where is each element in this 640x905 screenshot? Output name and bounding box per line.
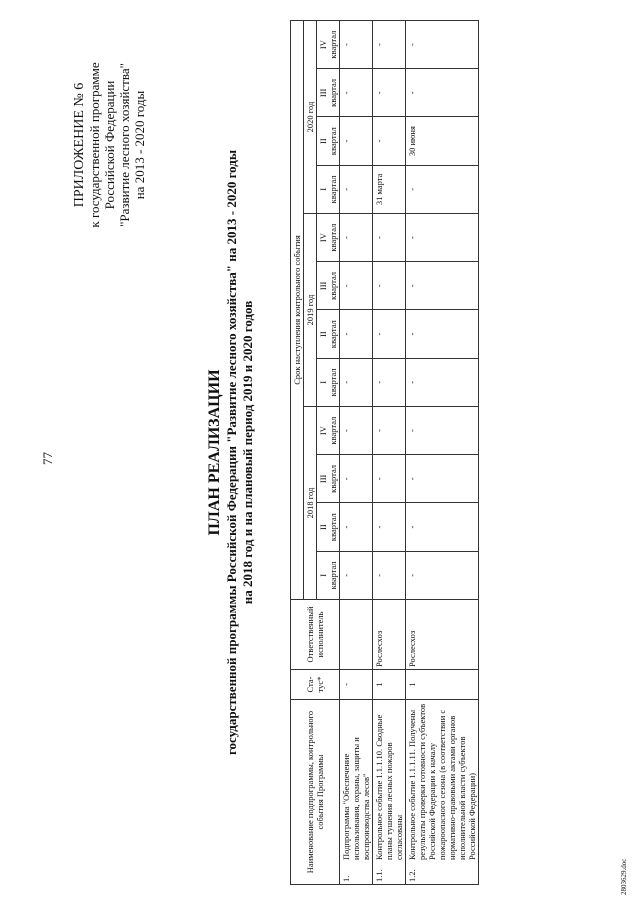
quarter-word: квартал: [328, 127, 338, 156]
row-name: Подпрограмма "Обеспечение использования, охраны, защиты и воспроизводства лесов": [341, 737, 371, 860]
deadline-cell: -: [406, 69, 479, 117]
deadline-cell: -: [373, 503, 406, 551]
deadline-cell: -: [406, 407, 479, 455]
quarter-number: II: [318, 524, 328, 530]
deadline-cell: -: [340, 551, 373, 599]
quarter-number: III: [318, 474, 328, 484]
deadline-cell: -: [340, 69, 373, 117]
title-line-1: ПЛАН РЕАЛИЗАЦИИ: [206, 369, 223, 536]
quarter-header-3-4: [317, 21, 340, 69]
header-responsible: Ответственный исполнитель: [291, 600, 340, 670]
table-row: [373, 21, 406, 885]
row-responsible: Рослесхоз: [373, 600, 406, 670]
deadline-cell: -: [373, 310, 406, 358]
deadline-cell: -: [406, 262, 479, 310]
deadline-cell: -: [340, 455, 373, 503]
quarter-word: квартал: [328, 223, 338, 252]
row-number: 1.2.: [407, 869, 417, 882]
row-name: Контрольное событие 1.1.1.10. Сводные планы тушения лесных пожаров согласованы: [374, 714, 404, 860]
header-deadline: Срок наступления контрольного события: [291, 21, 304, 600]
deadline-cell: -: [373, 262, 406, 310]
row-number: 1.1.: [374, 869, 384, 882]
deadline-cell: -: [373, 117, 406, 165]
quarter-number: II: [318, 138, 328, 144]
row-name-cell: [340, 700, 373, 885]
header-year-2020: 2020 год: [304, 21, 317, 214]
quarter-word: квартал: [328, 464, 338, 493]
title-line-2: государственной программы Российской Федерации "Развитие лесного хозяйства" на 2013 - 2020 годы: [224, 149, 239, 756]
page-number: 77: [40, 452, 55, 465]
deadline-cell: -: [406, 503, 479, 551]
quarter-number: I: [318, 187, 328, 191]
quarter-header-2-1: [317, 358, 340, 406]
deadline-cell: -: [406, 551, 479, 599]
quarter-word: квартал: [328, 175, 338, 204]
quarter-word: квартал: [328, 513, 338, 542]
quarter-number: I: [318, 380, 328, 384]
deadline-cell: -: [340, 21, 373, 69]
row-number: 1.: [341, 875, 351, 882]
header-year-2018: 2018 год: [304, 407, 317, 600]
appendix-line-1: ПРИЛОЖЕНИЕ № 6: [72, 82, 87, 208]
quarter-header-2-3: [317, 262, 340, 310]
appendix-line-4: "Развитие лесного хозяйства": [117, 63, 132, 227]
header-status: Ста-тус*: [291, 670, 340, 700]
quarter-number: IV: [318, 233, 328, 243]
deadline-cell: -: [340, 165, 373, 213]
row-status: -: [340, 670, 373, 700]
quarter-word: квартал: [328, 416, 338, 445]
quarter-word: квартал: [328, 30, 338, 59]
deadline-cell: -: [406, 358, 479, 406]
quarter-word: квартал: [328, 368, 338, 397]
table-row: [340, 21, 373, 885]
appendix-line-5: на 2013 - 2020 годы: [132, 90, 147, 200]
quarter-header-1-1: [317, 551, 340, 599]
row-responsible: [340, 600, 373, 670]
quarter-number: III: [318, 88, 328, 98]
deadline-cell: -: [373, 407, 406, 455]
row-name-cell: [406, 700, 479, 885]
deadline-cell: -: [406, 455, 479, 503]
row-status: 1: [406, 670, 479, 700]
deadline-cell: -: [406, 21, 479, 69]
deadline-cell: -: [340, 214, 373, 262]
appendix-line-3: Российской Федерации: [102, 80, 117, 210]
quarter-header-1-2: [317, 503, 340, 551]
deadline-cell: -: [340, 262, 373, 310]
deadline-cell: -: [406, 165, 479, 213]
plan-table: [290, 20, 479, 885]
row-status: 1: [373, 670, 406, 700]
deadline-cell: -: [340, 503, 373, 551]
quarter-number: II: [318, 331, 328, 337]
deadline-cell: -: [406, 310, 479, 358]
appendix-line-2: к государственной программе: [87, 62, 102, 228]
quarter-header-1-3: [317, 455, 340, 503]
deadline-cell: -: [373, 455, 406, 503]
row-name-cell: [373, 700, 406, 885]
quarter-header-3-1: [317, 165, 340, 213]
deadline-cell: -: [373, 551, 406, 599]
table-body: [340, 21, 479, 885]
quarter-word: квартал: [328, 320, 338, 349]
header-year-2019: 2019 год: [304, 214, 317, 407]
quarter-header-3-2: [317, 117, 340, 165]
quarter-number: IV: [318, 426, 328, 436]
row-name: Контрольное событие 1.1.1.11. Получены результаты проверки готовности субъектов Российской Федерации к началу пожароопасного сезона (в соответствии с нормативно-правовыми актами органов исполнительной власти субъектов Российской Федерации): [407, 703, 477, 860]
row-responsible: Рослесхоз: [406, 600, 479, 670]
quarter-header-2-2: [317, 310, 340, 358]
quarter-number: III: [318, 281, 328, 291]
deadline-cell: 31 марта: [373, 165, 406, 213]
quarter-word: квартал: [328, 561, 338, 590]
quarter-header-2-4: [317, 214, 340, 262]
deadline-cell: -: [373, 358, 406, 406]
quarter-word: квартал: [328, 271, 338, 300]
deadline-cell: -: [340, 407, 373, 455]
deadline-cell: -: [340, 358, 373, 406]
appendix-block: [72, 25, 147, 265]
deadline-cell: -: [406, 214, 479, 262]
deadline-cell: 30 июня: [406, 117, 479, 165]
title-line-3: на 2018 год и на плановый период 2019 и 2020 годов: [240, 300, 255, 605]
quarter-number: I: [318, 573, 328, 577]
deadline-cell: -: [373, 69, 406, 117]
quarter-number: IV: [318, 40, 328, 50]
quarter-word: квартал: [328, 78, 338, 107]
quarter-header-1-4: [317, 407, 340, 455]
quarter-header-3-3: [317, 69, 340, 117]
deadline-cell: -: [340, 117, 373, 165]
table-row: [406, 21, 479, 885]
deadline-cell: -: [340, 310, 373, 358]
footer-code: 2803629.doc: [620, 858, 628, 895]
header-name: Наименование подпрограммы, контрольного события Программы: [291, 700, 340, 885]
deadline-cell: -: [373, 21, 406, 69]
document-title: [205, 0, 256, 905]
deadline-cell: -: [373, 214, 406, 262]
